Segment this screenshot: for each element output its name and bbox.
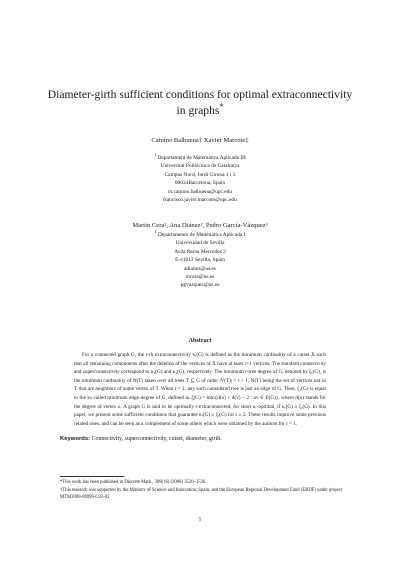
affiliation-2-line (0, 231, 400, 239)
affiliation-1-email-2: francisco.javier.marcote@upc.edu (163, 197, 237, 204)
affiliation-2-dept: Departamento de Matemática Aplicada I (157, 232, 246, 238)
affiliation-1-city: 08034Barcelona, Spain (174, 180, 226, 187)
keywords-text: Connectivity, superconnectivity, cutset, diameter, girth. (91, 436, 222, 442)
affiliation-2-city: E-41012 Sevilla, Spain (175, 257, 225, 264)
title-line-1: Diameter-girth sufficient conditions for optimal extraconnectivity (47, 88, 353, 101)
keywords-line (60, 435, 350, 443)
author-list-1: Camino Balbuena† Xavier Marcote‡ (151, 137, 249, 144)
affiliation-block-2 (0, 231, 400, 290)
affiliation-1-marker: 1 (154, 153, 157, 158)
affiliation-1-dept: Departament de Matemàtica Aplicada III (157, 155, 246, 161)
title-line-2 (0, 103, 400, 119)
affiliation-2-email-1: adianez@us.es (183, 265, 217, 272)
affiliation-1-email-1: m.camino.balbuena@upc.edu (167, 188, 233, 195)
abstract-heading: Abstract (188, 337, 212, 344)
paper-title (0, 87, 400, 119)
affiliation-2-email-2: mcera@us.es (185, 274, 215, 281)
affiliation-2-email-3: pgvazquez@us.es (180, 282, 220, 289)
affiliation-block-1 (0, 154, 400, 204)
footnote-2: †This research was supported by the Ministry of Science and Innovation, Spain, and the European Regional Development Fund (ERDF) under project MTM2008-06990-C02-02 (60, 488, 342, 501)
abstract-body: For a connected graph G, the r-th extraconnectivity κᵣ(G) is defined as the minimum cardinality of a cutset X such that all remaining components after the deletion of the vertices of X have at least r+1 vertices. The standard connectivity and superconnectivity correspond to κ₀(G) and κ₁(G), respectively. The minimum r-tree degree of G, denoted by ξᵣ(G), is the minimum cardinality of N(T) taken over all trees T ⊆ G of order |V(T)| = r + 1, N(T) being the set of vertices not in T that are neighbors of some vertex of T. When r = 1, any such considered tree is just an edge of G. Then, ξ₁(G) is equal to the so called minimum edge-degree of G, defined as ξ(G) = min{d(u) + d(v) − 2 : uv ∈ E(G)}, where d(u) stands for the degree of vertex u. A graph G is said to be optimally r-extraconnected, for short κᵣ-optimal, if κᵣ(G) ≥ ξᵣ(G). In this paper, we present some sufficient conditions that guarantee κᵣ(G) ≥ ξᵣ(G) for r ≥ 2. These results improve some previous related ones, and can be seen as a complement of some others which were obtained by the authors for r = 1. (74, 352, 326, 427)
title-footnote-mark: * (219, 102, 224, 112)
affiliation-1-street: Campus Nord, Jordi Girona 1 i 3 (164, 171, 236, 178)
affiliation-2-marker: 2 (154, 230, 157, 235)
affiliation-1-line (0, 154, 400, 162)
affiliation-2-street: Avda Reina Mercedes 2 (174, 248, 226, 255)
affiliation-1-university: Universitat Politècnica de Catalunya (160, 163, 240, 170)
affiliation-2-university: Universidad de Sevilla (175, 240, 225, 247)
author-list-2: Martín Cera², Ana Diánez², Pedro García-Vázquez² (132, 222, 268, 229)
page-number: 1 (198, 517, 202, 523)
footnote-1: *This work has been published in Discrete Math., 308(16) (2008) 3526–3536. (60, 480, 207, 485)
keywords-label: Keywords: (60, 436, 91, 442)
footnote-divider (60, 476, 124, 477)
title-line-2-text: in graphs (176, 104, 220, 117)
